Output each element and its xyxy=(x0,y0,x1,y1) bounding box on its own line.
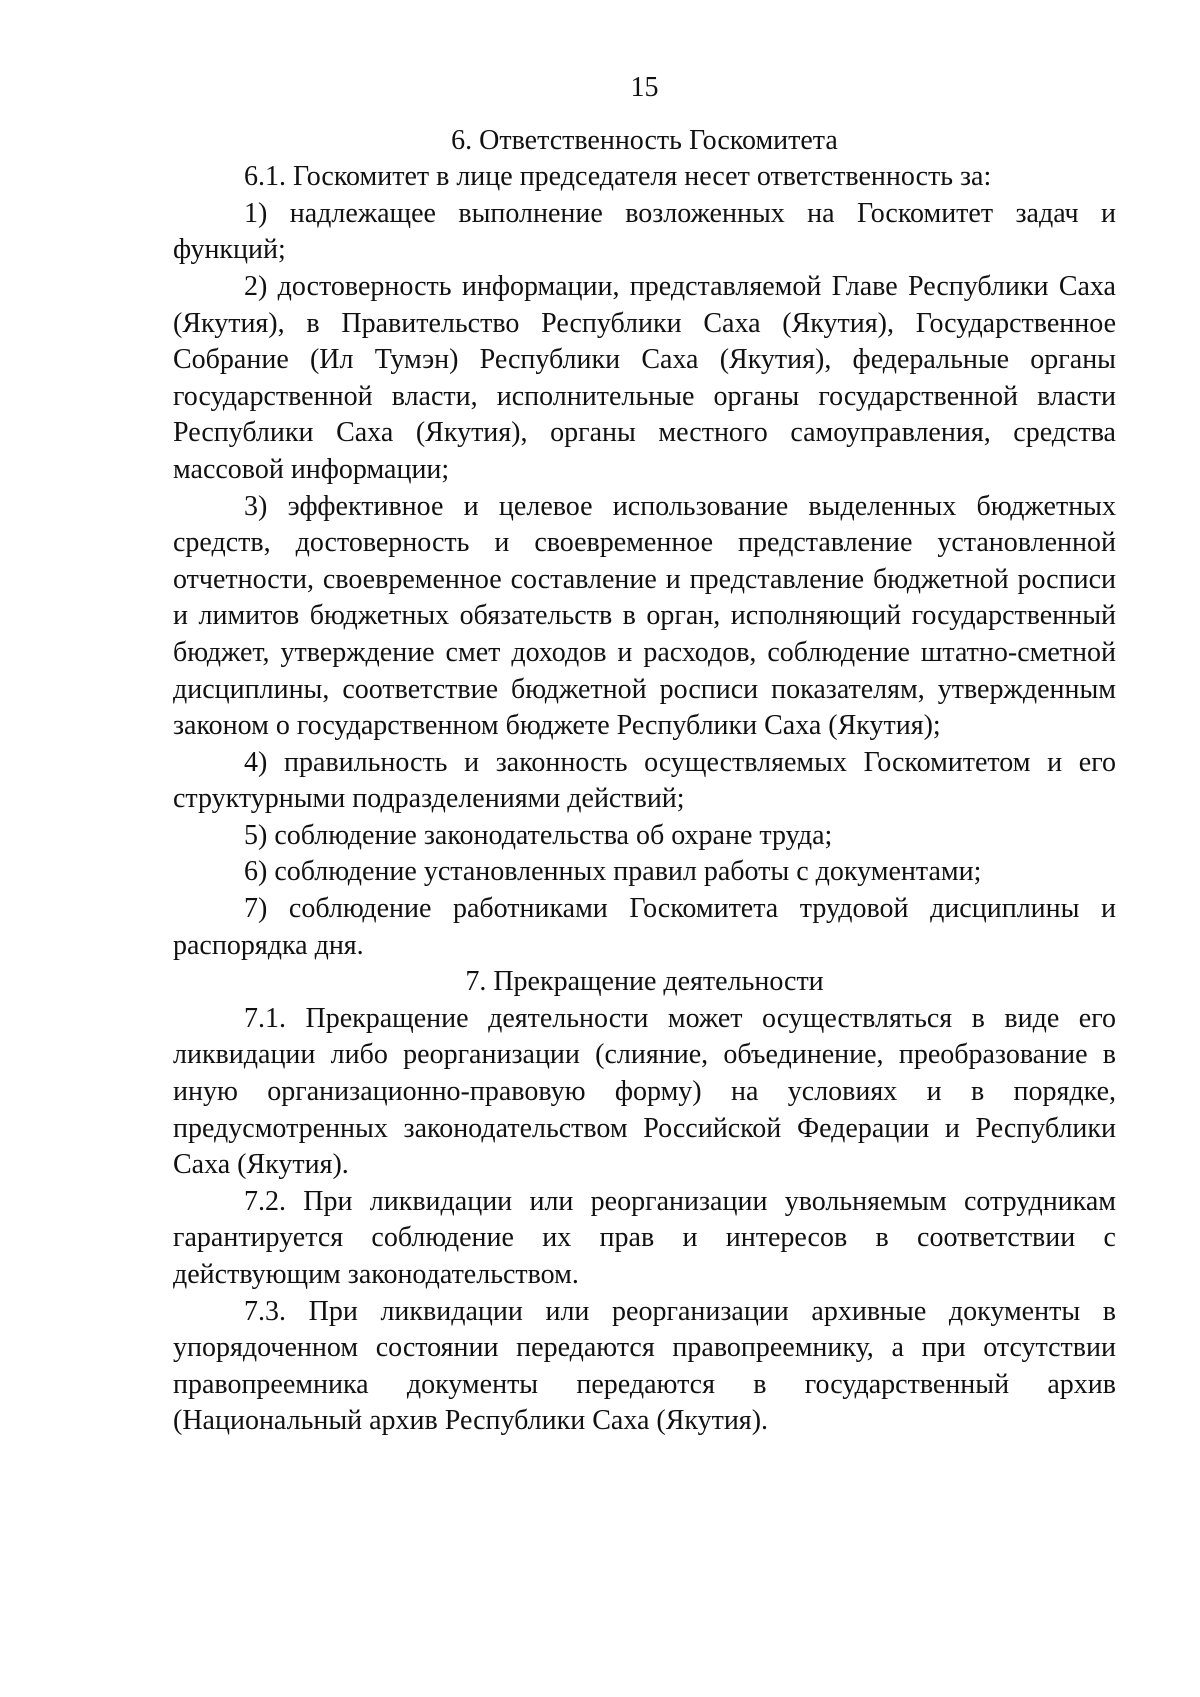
paragraph-6-1-item-1: 1) надлежащее выполнение возложенных на Госкомитет задач и функций; xyxy=(173,197,1116,266)
paragraph-7-2: 7.2. При ликвидации или реорганизации увольняемым сотрудникам гарантируется соблюдение их прав и интересов в соответствии с действующим законодательством. xyxy=(173,1185,1116,1290)
section-7-title: 7. Прекращение деятельности xyxy=(465,966,824,998)
paragraph-7-1: 7.1. Прекращение деятельности может осуществляться в виде его ликвидации либо реорганизации (слияние, объединение, преобразование в иную организационно-правовую форму) на условиях и в порядке, предусмотренных законодательством Российской Федерации и Республики Саха (Якутия). xyxy=(173,1002,1116,1181)
paragraph-6-1-item-7: 7) соблюдение работниками Госкомитета трудовой дисциплины и распорядка дня. xyxy=(173,893,1116,961)
paragraph-6-1-item-6: 6) соблюдение установленных правил работы с документами; xyxy=(244,856,982,888)
paragraph-6-1-item-5: 5) соблюдение законодательства об охране труда; xyxy=(244,819,833,851)
paragraph-7-3: 7.3. При ликвидации или реорганизации архивные документы в упорядоченном состоянии передаются правопреемнику, а при отсутствии правопреемника документы передаются в государственный архив (Национальный архив Республики Саха (Якутия). xyxy=(173,1295,1116,1437)
section-6-title: 6. Ответственность Госкомитета xyxy=(451,124,838,156)
page-number: 15 xyxy=(630,72,659,103)
paragraph-6-1-item-2: 2) достоверность информации, представляемой Главе Республики Саха (Якутия), в Правительство Республики Саха (Якутия), Государственное Собрание (Ил Тумэн) Республики Саха (Якутия), федеральные органы государственной власти, исполнительные органы государственной власти Республики Саха (Якутия), органы местного самоуправления, средства массовой информации; xyxy=(173,270,1116,485)
paragraph-6-1-item-3: 3) эффективное и целевое использование выделенных бюджетных средств, достоверность и своевременное представление установленной отчетности, своевременное составление и представление бюджетной росписи и лимитов бюджетных обязательств в орган, исполняющий государственный бюджет, утверждение смет доходов и расходов, соблюдение штатно-сметной дисциплины, соответствие бюджетной росписи показателям, утвержденным законом о государственном бюджете Республики Саха (Якутия); xyxy=(173,490,1116,742)
paragraph-6-1: 6.1. Госкомитет в лице председателя несет ответственность за: xyxy=(244,161,992,193)
paragraph-6-1-item-4: 4) правильность и законность осуществляемых Госкомитетом и его структурными подразделениями действий; xyxy=(173,746,1116,815)
